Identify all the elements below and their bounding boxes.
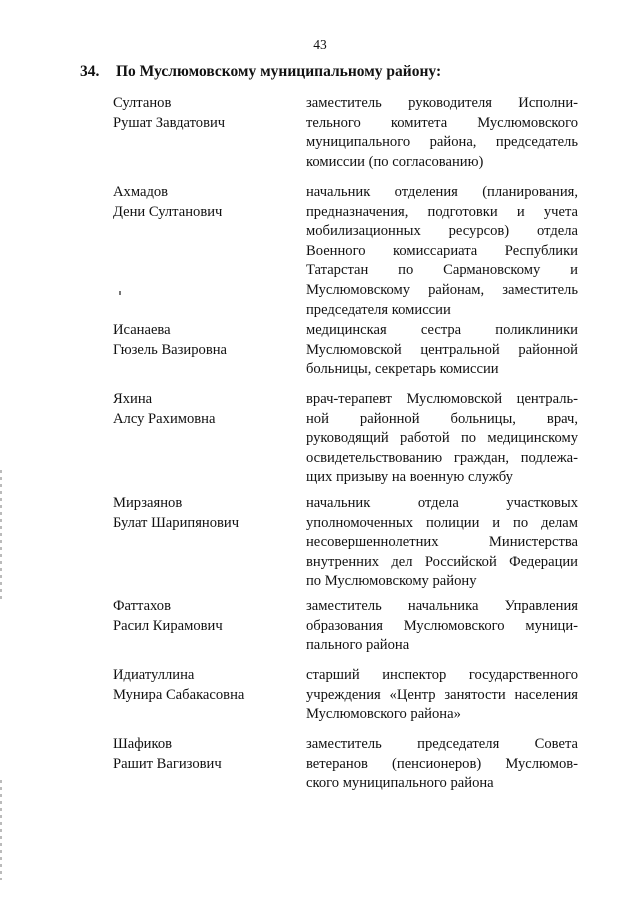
- role-line: ной районной больницы, врач,: [306, 410, 578, 427]
- member-name: [113, 735, 293, 774]
- role-line: мобилизационных ресурсов) отдела: [306, 223, 578, 240]
- member-role: [306, 390, 578, 488]
- role-line: освидетельствованию граждан, подлежа-: [306, 449, 578, 466]
- role-line: муниципального района, председатель: [306, 134, 578, 151]
- scan-edge-mark: [0, 780, 2, 880]
- member-given-names: Булат Шарипянович: [113, 514, 240, 531]
- role-line: врач-терапевт Муслюмовской централь-: [306, 391, 578, 407]
- member-surname: Яхина: [113, 391, 153, 407]
- member-name: [113, 94, 293, 133]
- member-name: [113, 183, 293, 222]
- member-given-names: Рашит Вагизович: [113, 755, 222, 772]
- scan-edge-mark: [0, 470, 2, 600]
- member-role: [306, 597, 578, 656]
- member-given-names: Дени Султанович: [113, 203, 223, 220]
- member-role: [306, 735, 578, 794]
- role-line: заместитель руководителя Исполни-: [306, 95, 578, 111]
- role-line: медицинская сестра поликлиники: [306, 322, 578, 338]
- member-name: [113, 390, 293, 429]
- member-surname: Мирзаянов: [113, 495, 183, 511]
- member-role: [306, 321, 578, 380]
- role-line: начальник отдела участковых: [306, 495, 578, 511]
- member-surname: Исанаева: [113, 322, 171, 338]
- member-name: [113, 494, 293, 533]
- role-line: ветеранов (пенсионеров) Муслюмов-: [306, 755, 578, 772]
- role-line: руководящий работой по медицинскому: [306, 430, 578, 447]
- role-line: Муслюмовскому районам, заместитель: [306, 281, 578, 298]
- role-line: начальник отделения (планирования,: [306, 184, 578, 200]
- role-line: щих призыву на военную службу: [306, 469, 513, 486]
- section-number: 34.: [80, 63, 100, 80]
- member-name: [113, 666, 293, 705]
- member-role: [306, 494, 578, 592]
- role-line: образования Муслюмовского муници-: [306, 617, 578, 634]
- member-role: [306, 94, 578, 172]
- role-line: внутренних дел Российской Федерации: [306, 553, 578, 570]
- scan-speck: [119, 291, 121, 295]
- member-surname: Фаттахов: [113, 598, 171, 614]
- role-line: предназначения, подготовки и учета: [306, 203, 578, 220]
- member-surname: Ахмадов: [113, 184, 169, 200]
- role-line: Муслюмовского района»: [306, 706, 461, 723]
- member-given-names: Расил Кирамович: [113, 617, 223, 634]
- role-line: заместитель начальника Управления: [306, 598, 578, 614]
- member-given-names: Рушат Завдатович: [113, 114, 226, 131]
- role-line: пального района: [306, 637, 410, 654]
- member-surname: Идиатуллина: [113, 667, 195, 683]
- role-line: заместитель председателя Совета: [306, 736, 578, 752]
- member-name: [113, 597, 293, 636]
- role-line: ского муниципального района: [306, 775, 494, 792]
- role-line: тельного комитета Муслюмовского: [306, 114, 578, 131]
- role-line: по Муслюмовскому району: [306, 573, 477, 590]
- role-line: больницы, секретарь комиссии: [306, 361, 499, 378]
- role-line: Муслюмовской центральной районной: [306, 341, 578, 358]
- member-given-names: Алсу Рахимовна: [113, 410, 216, 427]
- section-heading: [80, 63, 441, 81]
- member-role: [306, 666, 578, 725]
- role-line: несовершеннолетних Министерства: [306, 534, 578, 551]
- member-name: [113, 321, 293, 360]
- page-number: 43: [313, 37, 327, 52]
- role-line: председателя комиссии: [306, 301, 451, 318]
- member-given-names: Мунира Сабакасовна: [113, 686, 245, 703]
- member-given-names: Гюзель Вазировна: [113, 341, 227, 358]
- role-line: уполномоченных полиции и по делам: [306, 514, 578, 531]
- section-title: По Муслюмовскому муниципальному району:: [116, 63, 442, 80]
- role-line: старший инспектор государственного: [306, 667, 578, 683]
- role-line: Татарстан по Сармановскому и: [306, 262, 578, 279]
- role-line: комиссии (по согласованию): [306, 153, 484, 170]
- member-surname: Султанов: [113, 95, 172, 111]
- role-line: Военного комиссариата Республики: [306, 242, 578, 259]
- role-line: учреждения «Центр занятости населения: [306, 686, 578, 703]
- member-surname: Шафиков: [113, 736, 173, 752]
- member-role: [306, 183, 578, 320]
